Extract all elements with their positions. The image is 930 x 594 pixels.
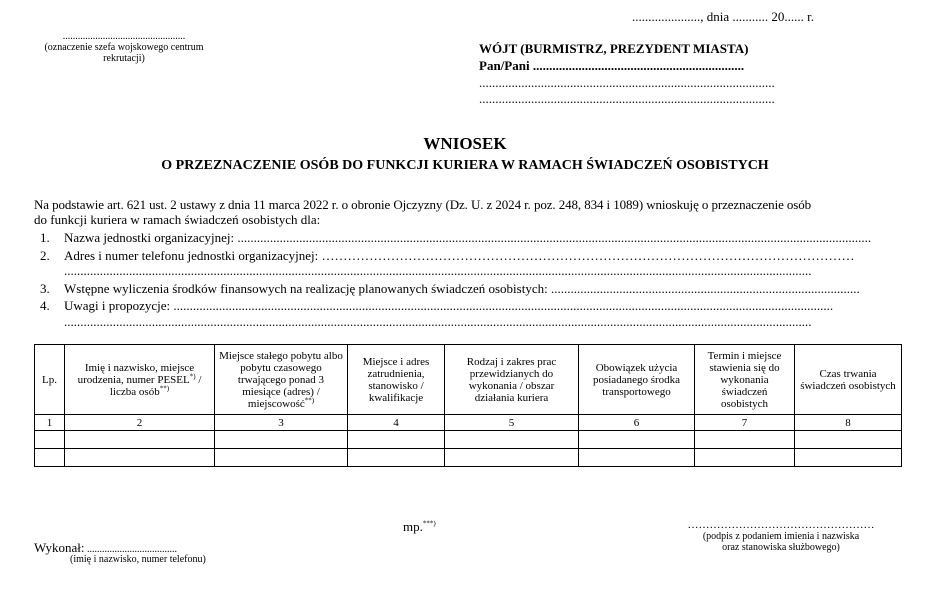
col-header-lp: Lp. [35, 345, 65, 415]
col-number: 7 [695, 415, 795, 431]
table-cell[interactable] [695, 449, 795, 467]
table-row [35, 449, 902, 467]
seal-placeholder: mp.***) [403, 519, 436, 534]
col-number: 6 [579, 415, 695, 431]
addressee-line3: ........................................................................................... [479, 91, 775, 106]
item-4-text: Uwagi i propozycje: ........................................................................................................................................................................................................... [64, 298, 834, 313]
table-header-row [35, 345, 902, 415]
col-header-employment: Miejsce i adres zatrudnienia, stanowisko / kwalifikacje [348, 345, 445, 415]
col-header-deadline: Termin i miejsce stawienia się do wykonania świadczeń osobistych [695, 345, 795, 415]
center-dots: ................................................. [62, 31, 186, 42]
signature-dots: …………………………………………… [687, 519, 875, 531]
performed-by-sublabel: (imię i nazwisko, numer telefonu) [70, 554, 206, 565]
table-cell[interactable] [35, 431, 65, 449]
table-cell[interactable] [695, 431, 795, 449]
item-3-number: 3. [40, 281, 50, 296]
performed-by-dots: .................................... [84, 544, 177, 555]
col-number: 4 [348, 415, 445, 431]
table-cell[interactable] [65, 431, 215, 449]
table-cell[interactable] [65, 449, 215, 467]
table-cell[interactable] [445, 449, 579, 467]
col-number: 1 [35, 415, 65, 431]
signature-label-line1: (podpis z podaniem imienia i nazwiska [702, 531, 860, 542]
item-1-number: 1. [40, 230, 50, 245]
table-row [35, 431, 902, 449]
item-2-text: Adres i numer telefonu jednostki organizacyjnej: …………………………………………………………………………………………………………… [64, 248, 855, 263]
table-cell[interactable] [35, 449, 65, 467]
addressee-line2: ........................................................................................... [479, 75, 775, 90]
item-1-text: Nazwa jednostki organizacyjnej: ................................................................................................................................................................................................... [64, 230, 872, 245]
intro-line1: Na podstawie art. 621 ust. 2 ustawy z dnia 11 marca 2022 r. o obronie Ojczyzny (Dz. U. z 2024 r. poz. 248, 834 i 1089) wnioskuję o przeznaczenie osób [34, 197, 812, 212]
table-cell[interactable] [579, 431, 695, 449]
center-label-line1: (oznaczenie szefa wojskowego centrum [44, 42, 204, 53]
persons-table [34, 344, 902, 467]
addressee-title: WÓJT (BURMISTRZ, PREZYDENT MIASTA) [479, 41, 749, 56]
document-subtitle: O PRZEZNACZENIE OSÓB DO FUNKCJI KURIERA W RAMACH ŚWIADCZEŃ OSOBISTYCH [161, 158, 769, 173]
col-number: 3 [215, 415, 348, 431]
col-number: 2 [65, 415, 215, 431]
signature-block [676, 519, 886, 553]
intro-line2: do funkcji kuriera w ramach świadczeń osobistych dla: [34, 212, 321, 227]
table-number-row [35, 415, 902, 431]
item-2-continuation: ...................................................................................................................................................................................................................................... [64, 263, 812, 278]
table-cell[interactable] [348, 431, 445, 449]
date-line: ....................., dnia ........... 20...... r. [632, 9, 814, 24]
col-number: 5 [445, 415, 579, 431]
item-3-text: Wstępne wyliczenia środków finansowych na realizację planowanych świadczeń osobistych: ............................................................................................... [64, 281, 860, 296]
performed-by-label: Wykonał: [34, 540, 85, 555]
table-cell[interactable] [795, 431, 902, 449]
table-cell[interactable] [445, 431, 579, 449]
col-number: 8 [795, 415, 902, 431]
col-header-duration: Czas trwania świadczeń osobistych [795, 345, 902, 415]
signature-label-line2: oraz stanowiska służbowego) [722, 542, 840, 553]
item-4-continuation: ...................................................................................................................................................................................................................................... [64, 314, 812, 329]
col-header-residence: Miejsce stałego pobytu albo pobytu czasowego trwającego ponad 3 miesiące (adres) / miejscowość**) [215, 345, 348, 415]
table-cell[interactable] [579, 449, 695, 467]
center-label-line2: rekrutacji) [103, 53, 145, 64]
col-header-transport: Obowiązek użycia posiadanego środka transportowego [579, 345, 695, 415]
item-4-number: 4. [40, 298, 50, 313]
addressee-pan: Pan/Pani ................................................................. [479, 58, 745, 73]
center-designation [26, 31, 222, 64]
document-title: WNIOSEK [423, 134, 507, 153]
col-header-name: Imię i nazwisko, miejsce urodzenia, numer PESEL*) / liczba osób**) [65, 345, 215, 415]
table-cell[interactable] [215, 431, 348, 449]
item-2-number: 2. [40, 248, 50, 263]
table-cell[interactable] [215, 449, 348, 467]
table-cell[interactable] [795, 449, 902, 467]
table-cell[interactable] [348, 449, 445, 467]
col-header-work-scope: Rodzaj i zakres prac przewidzianych do wykonania / obszar działania kuriera [445, 345, 579, 415]
performed-by [34, 540, 177, 555]
